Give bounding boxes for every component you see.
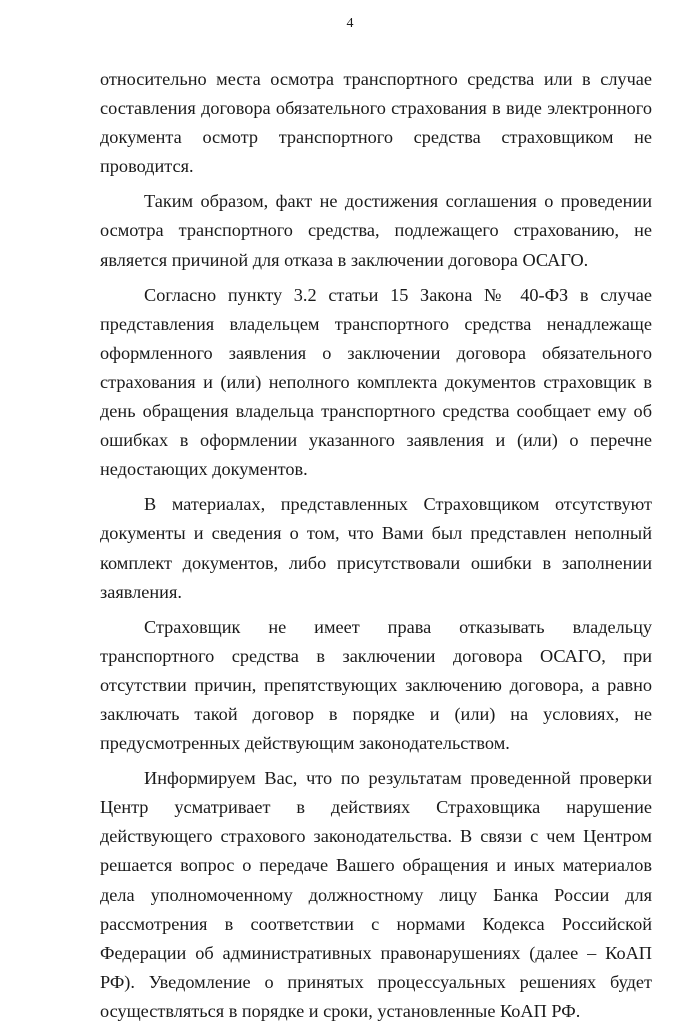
document-body xyxy=(100,65,652,1032)
paragraph-law-reference: Согласно пункту 3.2 статьи 15 Закона № 40-ФЗ в случае представления владельцем транспортного средства ненадлежаще оформленного заявления о заключении договора обязательного страхования и (или) неполного комплекта документов страховщик в день обращения владельца транспортного средства сообщает ему об ошибках в оформлении указанного заявления и (или) о перечне недостающих документов. xyxy=(100,284,652,480)
paragraph-inspection-results: Информируем Вас, что по результатам проведенной проверки Центр усматривает в действиях Страховщика нарушение действующего страхового законодательства. В связи с чем Центром решается вопрос о передаче Вашего обращения и иных материалов дела уполномоченному должностному лицу Банка России для рассмотрения в соответствии с нормами Кодекса Российской Федерации об административных правонарушениях (далее – КоАП РФ). Уведомление о принятых процессуальных решениях будет осуществляться в порядке и сроки, установленные КоАП РФ. xyxy=(100,768,652,1021)
paragraph-materials: В материалах, представленных Страховщиком отсутствуют документы и сведения о том, что Вами был представлен неполный комплект документов, либо присутствовали ошибки в заполнении заявления. xyxy=(100,494,652,602)
paragraph-continuation: относительно места осмотра транспортного средства или в случае составления договора обязательного страхования в виде электронного документа осмотр транспортного средства страховщиком не проводится. xyxy=(100,69,652,177)
paragraph-insurer-rights: Страховщик не имеет права отказывать владельцу транспортного средства в заключении договора ОСАГО, при отсутствии причин, препятствующих заключению договора, а равно заключать такой договор в порядке и (или) на условиях, не предусмотренных действующим законодательством. xyxy=(100,616,652,754)
paragraph-conclusion-inspection: Таким образом, факт не достижения соглашения о проведении осмотра транспортного средства, подлежащего страхованию, не является причиной для отказа в заключении договора ОСАГО. xyxy=(100,191,652,270)
page-number: 4 xyxy=(346,16,354,31)
